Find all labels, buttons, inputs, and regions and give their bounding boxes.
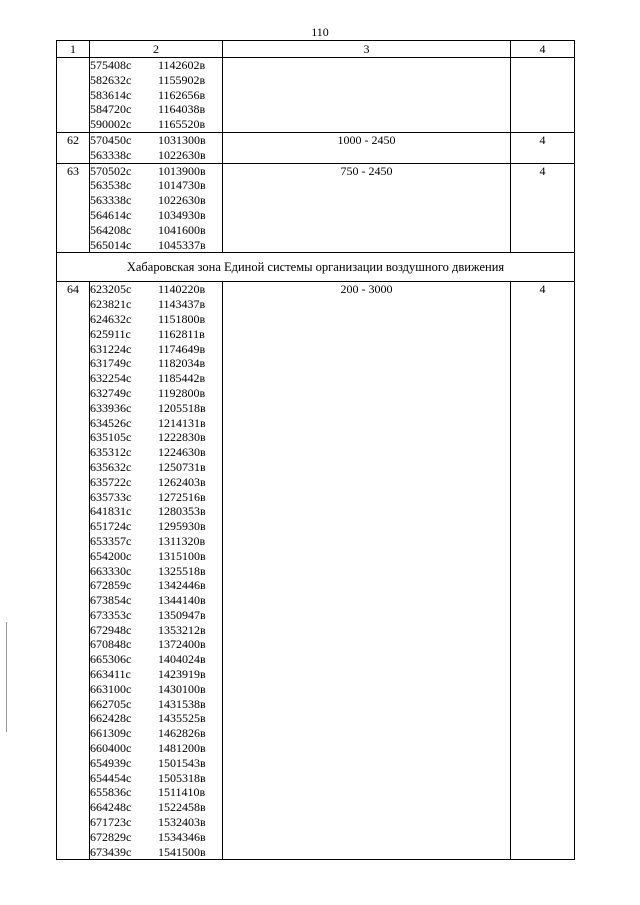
airspace-table [56,40,575,860]
latitude: 633936с [90,400,132,415]
coordinate-pair [90,667,222,682]
column-4-value: 4 [511,132,575,163]
longitude: 1182034в [158,356,206,371]
latitude: 564614с [90,207,132,222]
longitude: 1481200в [158,741,206,756]
longitude: 1511410в [158,785,206,800]
coordinate-pair [90,549,222,564]
coordinate-pair [90,845,222,860]
column-4-value: 4 [511,282,575,860]
coordinate-pair [90,830,222,845]
longitude: 1431538в [158,696,206,711]
latitude: 635733с [90,489,132,504]
coordinate-pair [90,637,222,652]
longitude: 1350947в [158,607,206,622]
latitude: 563338с [90,147,132,162]
latitude: 664248с [90,800,132,815]
latitude: 563338с [90,193,132,208]
longitude: 1272516в [158,489,206,504]
header-col-3: 3 [223,41,511,58]
coordinate-pair [90,519,222,534]
longitude: 1165520в [158,117,206,132]
header-row [57,41,575,58]
altitude-range [223,58,511,133]
longitude: 1224630в [158,445,206,460]
coordinates-cell [90,282,223,860]
longitude: 1013900в [158,163,206,178]
row-number: 63 [57,163,90,253]
coordinate-pair [90,682,222,697]
coordinate-pair [90,238,222,253]
altitude-range: 200 - 3000 [223,282,511,860]
table-row [57,163,575,253]
coordinate-pair [90,148,222,163]
latitude: 563538с [90,178,132,193]
longitude: 1344140в [158,593,206,608]
longitude: 1034930в [158,207,206,222]
latitude: 672948с [90,622,132,637]
latitude: 635105с [90,430,132,445]
coordinate-pair [90,534,222,549]
longitude: 1142602в [158,58,206,72]
coordinate-pair [90,342,222,357]
coordinate-pair [90,223,222,238]
latitude: 673353с [90,607,132,622]
coordinate-pair [90,756,222,771]
longitude: 1162656в [158,87,206,102]
latitude: 582632с [90,72,132,87]
longitude: 1205518в [158,400,206,415]
longitude: 1045337в [158,237,206,252]
coordinate-pair [90,133,222,148]
latitude: 635312с [90,445,132,460]
coordinates-cell [90,163,223,253]
longitude: 1435525в [158,711,206,726]
latitude: 655836с [90,785,132,800]
latitude: 654200с [90,548,132,563]
longitude: 1311320в [158,533,206,548]
latitude: 570502с [90,163,132,178]
longitude: 1022630в [158,147,206,162]
latitude: 565014с [90,237,132,252]
longitude: 1031300в [158,132,206,147]
longitude: 1325518в [158,563,206,578]
margin-mark [6,622,7,732]
longitude: 1315100в [158,548,206,563]
header-col-1: 1 [57,41,90,58]
longitude: 1222830в [158,430,206,445]
coordinates-cell [90,58,223,133]
latitude: 665306с [90,652,132,667]
latitude: 624632с [90,311,132,326]
coordinate-pair [90,771,222,786]
longitude: 1522458в [158,800,206,815]
coordinate-pair [90,578,222,593]
header-col-2: 2 [90,41,223,58]
table-row [57,58,575,133]
latitude: 660400с [90,741,132,756]
coordinate-pair [90,445,222,460]
latitude: 662428с [90,711,132,726]
coordinate-pair [90,593,222,608]
longitude: 1501543в [158,755,206,770]
latitude: 575408с [90,58,132,72]
longitude: 1534346в [158,829,206,844]
coordinate-pair [90,741,222,756]
longitude: 1155902в [158,72,206,87]
coordinate-pair [90,356,222,371]
coordinate-pair [90,88,222,103]
latitude: 632749с [90,385,132,400]
latitude: 661309с [90,726,132,741]
coordinate-pair [90,282,222,297]
longitude: 1280353в [158,504,206,519]
coordinate-pair [90,371,222,386]
latitude: 672859с [90,578,132,593]
coordinate-pair [90,386,222,401]
latitude: 623821с [90,297,132,312]
coordinate-pair [90,58,222,73]
longitude: 1372400в [158,637,206,652]
coordinate-pair [90,73,222,88]
latitude: 654454с [90,770,132,785]
coordinates-cell [90,132,223,163]
table-row [57,132,575,163]
latitude: 673854с [90,593,132,608]
header-col-4: 4 [511,41,575,58]
longitude: 1192800в [158,385,206,400]
coordinate-pair [90,208,222,223]
latitude: 583614с [90,87,132,102]
zone-row [57,253,575,282]
latitude: 671723с [90,815,132,830]
coordinate-pair [90,608,222,623]
coordinate-pair [90,193,222,208]
latitude: 631224с [90,341,132,356]
coordinate-pair [90,726,222,741]
longitude: 1262403в [158,474,206,489]
latitude: 641831с [90,504,132,519]
coordinate-pair [90,564,222,579]
longitude: 1162811в [158,326,205,341]
latitude: 651724с [90,519,132,534]
latitude: 663100с [90,681,132,696]
coordinate-pair [90,800,222,815]
row-number: 62 [57,132,90,163]
coordinate-pair [90,711,222,726]
coordinate-pair [90,430,222,445]
longitude: 1140220в [158,282,206,297]
coordinate-pair [90,312,222,327]
longitude: 1541500в [158,844,206,859]
coordinate-pair [90,785,222,800]
longitude: 1185442в [158,371,206,386]
longitude: 1014730в [158,178,206,193]
latitude: 653357с [90,533,132,548]
latitude: 662705с [90,696,132,711]
longitude: 1423919в [158,667,206,682]
longitude: 1342446в [158,578,206,593]
coordinate-pair [90,178,222,193]
altitude-range: 1000 - 2450 [223,132,511,163]
coordinate-pair [90,623,222,638]
longitude: 1214131в [158,415,206,430]
latitude: 564208с [90,222,132,237]
coordinate-pair [90,652,222,667]
page-number: 110 [311,25,329,39]
longitude: 1295930в [158,519,206,534]
longitude: 1353212в [158,622,206,637]
longitude: 1143437в [158,297,206,312]
latitude: 631749с [90,356,132,371]
longitude: 1151800в [158,311,206,326]
latitude: 673439с [90,844,132,859]
latitude: 663330с [90,563,132,578]
latitude: 623205с [90,282,132,297]
table-row [57,282,575,860]
coordinate-pair [90,416,222,431]
longitude: 1505318в [158,770,206,785]
longitude: 1174649в [158,341,206,356]
coordinate-pair [90,297,222,312]
longitude: 1430100в [158,681,206,696]
row-number: 64 [57,282,90,860]
longitude: 1404024в [158,652,206,667]
longitude: 1041600в [158,222,206,237]
coordinate-pair [90,475,222,490]
latitude: 570450с [90,132,132,147]
latitude: 635722с [90,474,132,489]
row-number [57,58,90,133]
latitude: 625911с [90,326,131,341]
latitude: 634526с [90,415,132,430]
latitude: 632254с [90,371,132,386]
longitude: 1022630в [158,193,206,208]
coordinate-pair [90,401,222,416]
latitude: 663411с [90,667,131,682]
longitude: 1250731в [158,459,206,474]
latitude: 670848с [90,637,132,652]
longitude: 1164038в [158,102,206,117]
altitude-range: 750 - 2450 [223,163,511,253]
coordinate-pair [90,117,222,132]
longitude: 1462826в [158,726,206,741]
zone-title: Хабаровская зона Единой системы организации воздушного движения [57,253,575,282]
coordinate-pair [90,460,222,475]
latitude: 590002с [90,117,132,132]
column-4-value: 4 [511,163,575,253]
coordinate-pair [90,697,222,712]
coordinate-pair [90,102,222,117]
coordinate-pair [90,164,222,179]
coordinate-pair [90,327,222,342]
latitude: 654939с [90,755,132,770]
coordinate-pair [90,815,222,830]
latitude: 672829с [90,829,132,844]
coordinate-pair [90,490,222,505]
latitude: 584720с [90,102,132,117]
longitude: 1532403в [158,815,206,830]
latitude: 635632с [90,459,132,474]
column-4-value [511,58,575,133]
coordinate-pair [90,504,222,519]
